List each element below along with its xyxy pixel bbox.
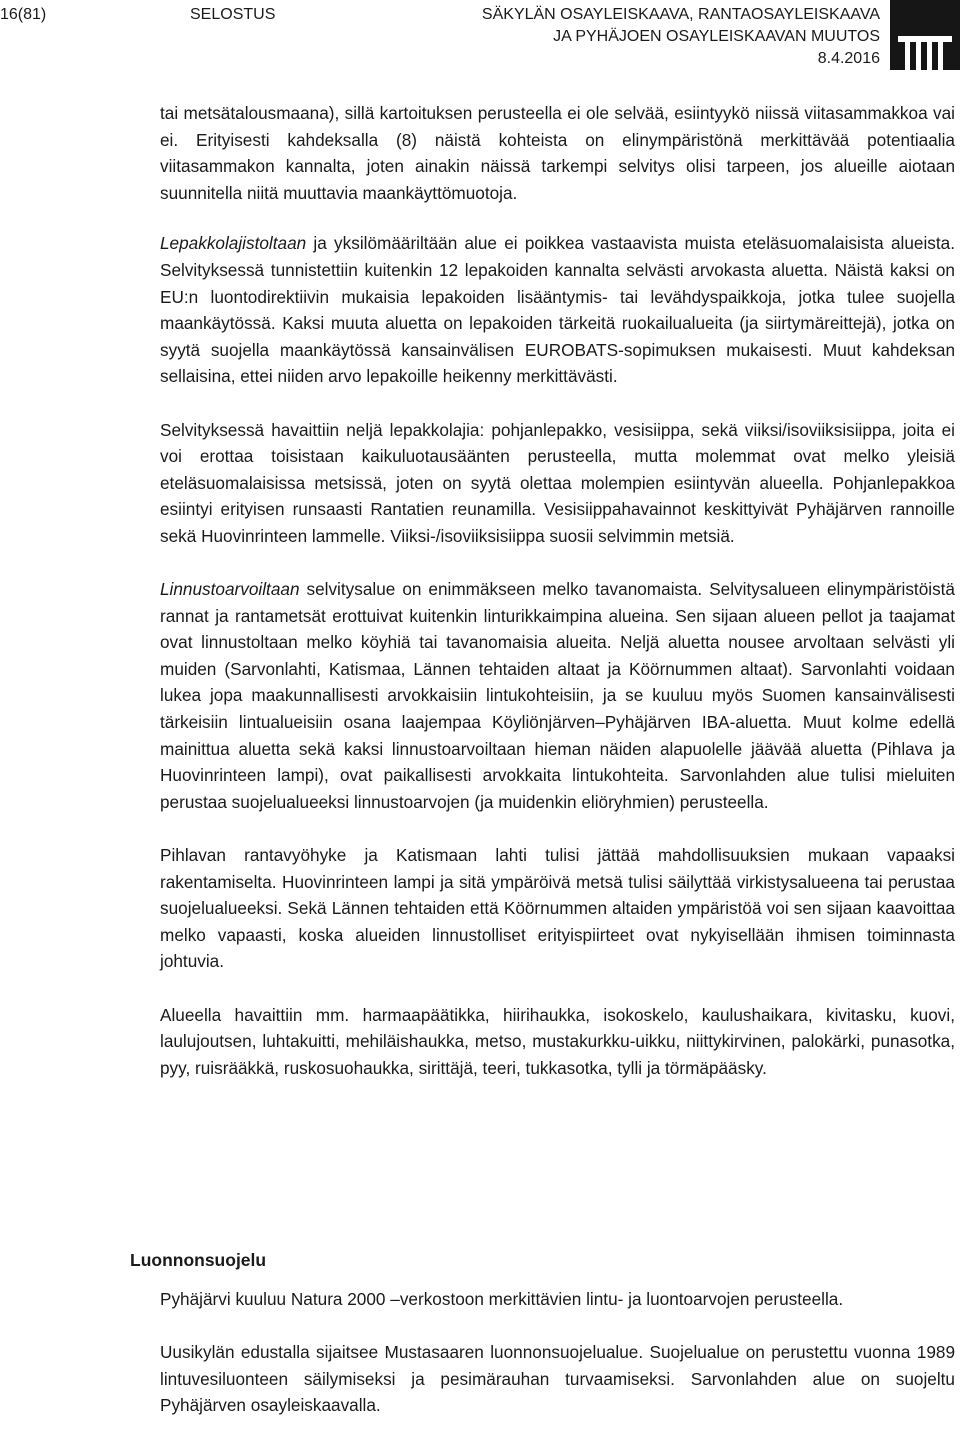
company-logo [890, 0, 960, 70]
paragraph-text: Selvityksessä havaittiin neljä lepakkolajia: pohjanlepakko, vesisiippa, sekä viiksi/isoviiksisiippa, joita ei voi erottaa toisistaan kaikuluotausäänten perusteella, mutta molemmat ovat melko yleisiä eteläsuomalaisissa metsissä, joten on syytä olettaa molempien esiintyvän alueella. Pohjanlepakkoa esiintyi erityisen runsaasti Rantatien reunamilla. Vesisiippahavainnot keskittyivät Pyhäjärven rannoille sekä Huovinrinteen lammelle. Viiksi-/isoviiksisiippa suosii selvimmin metsiä. [160, 419, 955, 546]
paragraph-viitasammakko [160, 100, 955, 206]
paragraph-text: ja yksilömääriltään alue ei poikkea vastaavista muista eteläsuomalaisista alueista. Selvityksessä tunnistettiin kuitenkin 12 lepakoiden kannalta selvästi arvokasta aluetta. Näistä kaksi on EU:n luontodirektiivin mukaisia lepakoiden lisääntymis- tai levähdyspaikkoja, jotka tulee suojella maankäytössä. Kaksi muuta aluetta on lepakoiden tärkeitä ruokailualueita (ja siirtymäreittejä), jotka on syytä suojella maankäytössä kansainvälisen EUROBATS-sopimuksen mukaisesti. Muut kahdeksan sellaisina, ettei niiden arvo lepakoille heikenny merkittävästi. [160, 233, 955, 387]
paragraph-mustasaari [160, 1339, 955, 1419]
paragraph-lead-italic: Lepakkolajistoltaan [160, 233, 307, 254]
paragraph-text: Pihlavan rantavyöhyke ja Katismaan lahti tulisi jättää mahdollisuuksien mukaan vapaaksi rakentamiselta. Huovinrinteen lampi ja sitä ympäröivä metsä tulisi säilyttää virkistysalueena tai perustaa suojelualueeksi. Sekä Lännen tehtaiden että Köörnummen altaiden ympäristöä voi sen sijaan kaavoittaa melko vapaasti, koska alueiden linnustolliset erityispiirteet ovat nykyisellään ihmisen toiminnasta johtuvia. [160, 845, 955, 972]
logo-bar-4 [938, 42, 943, 70]
paragraph-text: Uusikylän edustalla sijaitsee Mustasaaren luonnonsuojelualue. Suojelualue on perustettu vuonna 1989 lintuvesiluonteen säilymiseksi ja pesimärauhan turvaamiseksi. Sarvonlahden alue on suojeltu Pyhäjärven osayleiskaavalla. [160, 1342, 955, 1416]
section-heading: Luonnonsuojelu [130, 1250, 267, 1270]
document-type: SELOSTUS [190, 6, 276, 23]
paragraph-lepakkolajit [160, 417, 955, 550]
paragraph-text: tai metsätalousmaana), sillä kartoituksen perusteella ei ole selvää, esiintyykö niissä viitasammakkoa vai ei. Erityisesti kahdeksalla (8) näistä kohteista on elinympäristönä merkittävää potentiaalia viitasammakon kannalta, joten ainakin näissä tarkempi selvitys olisi tarpeen, jos alueille aiotaan suunnitella niitä muuttavia maankäyttömuotoja. [160, 103, 955, 203]
paragraph-lead-italic: Linnustoarvoiltaan [160, 579, 300, 600]
paragraph-linnusto [160, 576, 955, 815]
paragraph-lajisto [160, 1002, 955, 1082]
paragraph-natura [160, 1286, 955, 1313]
header-title-line-1: SÄKYLÄN OSAYLEISKAAVA, RANTAOSAYLEISKAAVA [481, 6, 880, 23]
logo-bar-1 [905, 42, 910, 70]
logo-bar-3 [927, 42, 932, 70]
paragraph-text: selvitysalue on enimmäkseen melko tavanomaista. Selvitysalueen elinympäristöistä rannat ja rantametsät erottuivat kuitenkin linturikkaimpina alueina. Sen sijaan alueen pellot ja taajamat ovat linnustoltaan melko köyhiä tai tavanomaisia alueita. Neljä aluetta nousee arvoltaan selvästi yli muiden (Sarvonlahti, Katismaa, Lännen tehtaiden altaat ja Köörnummen altaat). Sarvonlahti voidaan lukea jopa maakunnallisesti arvokkaisiin lintukohteisiin, ja se kuuluu myös Suomen kansainvälisesti tärkeisiin lintualueisiin osana laajempaa Köyliönjärven–Pyhäjärven IBA-aluetta. Muut kolme edellä mainittua aluetta sekä kaksi linnustoarvoiltaan hieman näiden alapuolelle jäävää aluetta (Pihlava ja Huovinrinteen lampi), ovat paikallisesti arvokkaita lintukohteita. Sarvonlahden alue tulisi mieluiten perustaa suojelualueeksi linnustoarvojen (ja muidenkin eliöryhmien) perusteella. [160, 579, 955, 812]
logo-bar-2 [916, 42, 921, 70]
paragraph-text: Alueella havaittiin mm. harmaapäätikka, hiirihaukka, isokoskelo, kaulushaikara, kivitasku, kuovi, laulujoutsen, luhtakuitti, mehiläishaukka, metso, mustakurkku-uikku, niittykirvinen, palokärki, punasotka, pyy, ruisrääkkä, ruskosuohaukka, sirittäjä, teeri, tukkasotka, tylli ja törmäpääsky. [160, 1004, 955, 1078]
paragraph-text: Pyhäjärvi kuuluu Natura 2000 –verkostoon merkittävien lintu- ja luontoarvojen perusteella. [160, 1289, 844, 1309]
header-title-line-2: JA PYHÄJOEN OSAYLEISKAAVAN MUUTOS [553, 28, 880, 45]
main-body-text [160, 100, 955, 1108]
section-body-text [160, 1286, 955, 1446]
header-date: 8.4.2016 [817, 50, 880, 67]
page-number: 16(81) [0, 6, 47, 23]
header-title-block [482, 4, 880, 70]
paragraph-rantavyohyke [160, 842, 955, 975]
paragraph-lepakot [160, 230, 955, 390]
